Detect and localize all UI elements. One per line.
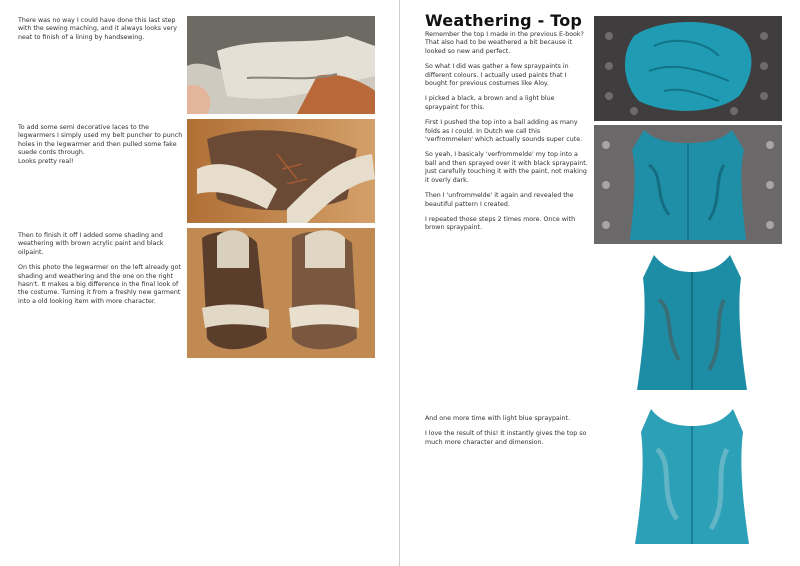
photo-top-crumpled: [594, 16, 782, 121]
paragraph: First I pushed the top into a ball adding as many folds as I could. In Dutch we call this 'verfrommelen' which actually sounds super cute.: [425, 119, 583, 144]
paragraph: So what I did was gather a few spraypaints in different colours. I actually used paints that I bought for previous costumes like Aloy.: [425, 63, 569, 88]
left-text-block-1: [18, 17, 186, 49]
paragraph: So yeah, I basicaly 'verfrommelde' my top into a ball and then sprayed over it with black spraypaint. Just carefully touching it with the paint, not making it overly dark.: [425, 151, 588, 184]
photo-legwarmers-comparison: [187, 228, 375, 358]
right-text-block-2: [425, 415, 590, 454]
page-title: Weathering - Top: [425, 11, 583, 30]
paragraph: Then to finish it off I added some shading and weathering with brown acrylic paint and black oilpaint.: [18, 232, 164, 256]
paragraph: Then I 'unfrommelde' it again and revealed the beautiful pattern I created.: [425, 192, 574, 208]
paragraph: I love the result of this! It instantly gives the top so much more character and dimension.: [425, 430, 587, 446]
page-divider: [399, 0, 400, 566]
paragraph: I repeated those steps 2 times more. Once with brown spraypaint.: [425, 215, 576, 232]
paragraph: Remember the top I made in the previous E-book? That also had to be weathered a bit because it looked so new and perfect.: [425, 31, 584, 55]
photo-top-black-spray: [594, 125, 782, 244]
photo-lining-handsewing: [187, 16, 375, 114]
paragraph: There was no way I could have done this last step with the sewing maching, and it always looks very neat to finish of a lining by handsewing.: [18, 17, 177, 41]
paragraph: And one more time with light blue spraypaint.: [425, 415, 571, 422]
photo-top-lightblue-spray: [629, 404, 756, 550]
photo-legwarmer-laces: [187, 119, 375, 223]
paragraph: To add some semi decorative laces to the legwarmers I simply used my belt puncher to punch holes in the legwarmer and then pulled some fake suede cords through. Looks pretty real!: [18, 124, 183, 165]
photo-top-brown-spray: [629, 250, 756, 398]
left-text-block-2: [18, 124, 186, 173]
paragraph: I picked a black, a brown and a light blue spraypaint for this.: [425, 95, 555, 111]
paragraph: On this photo the legwarmer on the left already got shading and weathering and the one on the right hasn't. It makes a big difference in the final look of the costume. Turning it from a freshly new garment into a old looking item with more character.: [18, 264, 181, 305]
left-text-block-3: [18, 232, 186, 313]
right-text-block-1: [425, 31, 590, 240]
